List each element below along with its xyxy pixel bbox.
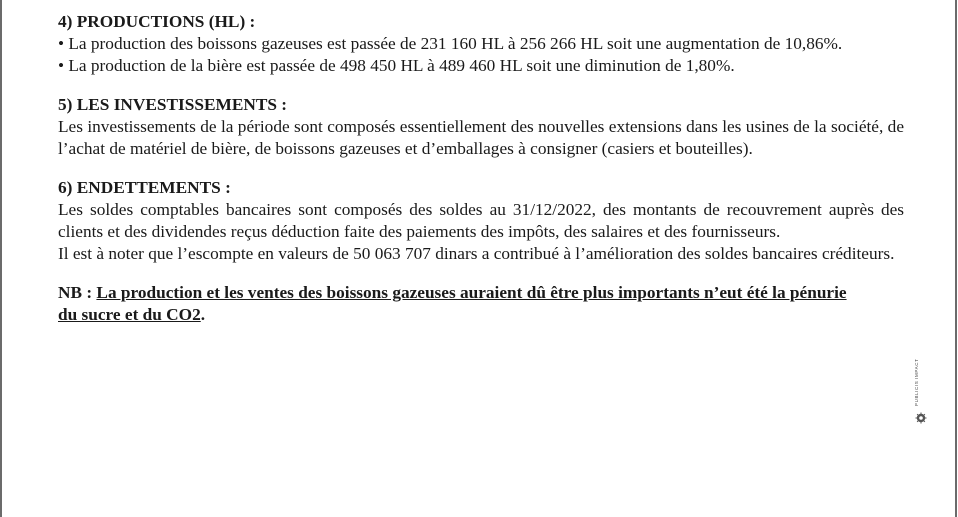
section-debt	[58, 177, 904, 265]
section-heading-debt: 6) ENDETTEMENTS :	[58, 178, 231, 197]
section-productions	[58, 11, 904, 77]
page-border-right	[955, 0, 957, 517]
page-border-left	[0, 0, 2, 517]
bullet-soft-drinks-production: • La production des boissons gazeuses est passée de 231 160 HL à 256 266 HL soit une augmentation de 10,86%.	[58, 34, 843, 53]
debt-paragraph-discount: Il est à noter que l’escompte en valeurs de 50 063 707 dinars a contribué à l’amélioration des soldes bancaires créditeurs.	[58, 244, 895, 263]
nb-label: NB :	[58, 283, 93, 302]
document-body	[58, 11, 904, 326]
section-heading-investments: 5) LES INVESTISSEMENTS :	[58, 95, 288, 114]
investments-paragraph: Les investissements de la période sont composés essentiellement des nouvelles extensions dans les usines de la société, de l’achat de matériel de bière, de boissons gazeuses et d’emballages à consigner (casiers et bouteilles).	[58, 117, 904, 158]
bullet-beer-production: • La production de la bière est passée de 498 450 HL à 489 460 HL soit une diminution de 1,80%.	[58, 56, 735, 75]
section-investments	[58, 94, 904, 160]
nb-note-end: .	[200, 305, 206, 324]
debt-paragraph-balances: Les soldes comptables bancaires sont composés des soldes au 31/12/2022, des montants de recouvrement auprès des clients et des dividendes reçus déduction faite des paiements des impôts, des salaires et des fournisseurs.	[58, 200, 904, 241]
printer-imprint	[912, 340, 930, 430]
section-heading-productions: 4) PRODUCTIONS (HL) :	[58, 12, 256, 31]
publisher-logo-icon	[915, 412, 927, 424]
printer-imprint-text: PUBLICIS IMPACT	[914, 358, 919, 406]
nb-note-text: La production et les ventes des boissons gazeuses auraient dû être plus importants n’eut été la pénurie du sucre et du CO2	[58, 283, 847, 324]
nb-note	[58, 282, 866, 326]
